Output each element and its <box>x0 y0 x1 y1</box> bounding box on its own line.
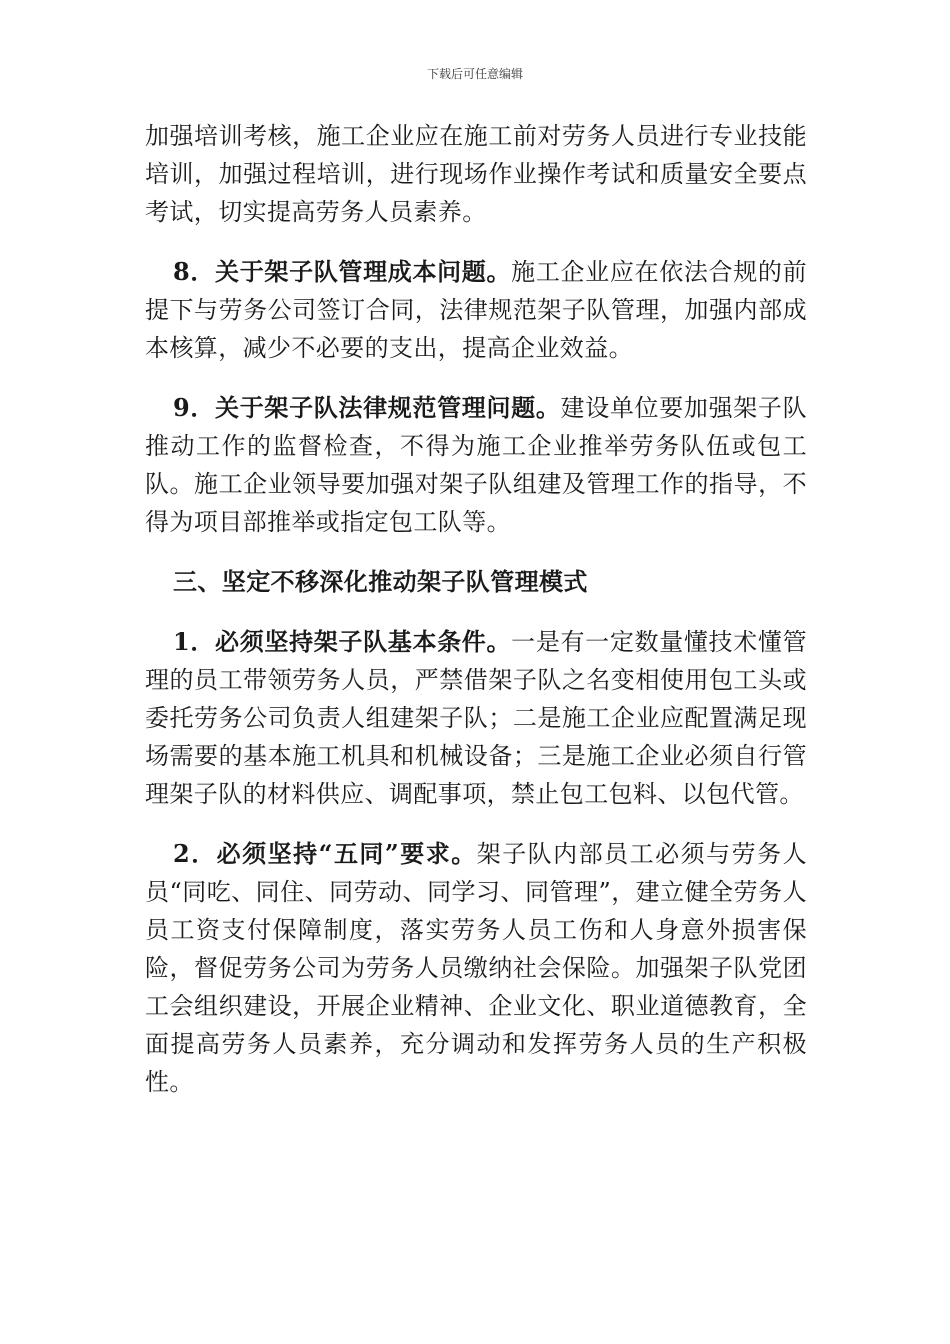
paragraph-item-9 <box>145 389 807 541</box>
paragraph-item-1 <box>145 623 807 813</box>
paragraph-lead: 2．必须坚持“五同”要求。 <box>173 839 477 868</box>
paragraph-item-8 <box>145 253 807 367</box>
paragraph-training <box>145 117 807 231</box>
section-heading: 三、坚定不移深化推动架子队管理模式 <box>173 567 588 596</box>
paragraph-lead: 9．关于架子队法律规范管理问题。 <box>173 393 561 422</box>
paragraph-item-2 <box>145 835 807 1101</box>
paragraph-text: 一是有一定数量懂技术懂管理的员工带领劳务人员，严禁借架子队之名变相使用包工头或委托劳务公司负责人组建架子队；二是施工企业应配置满足现场需要的基本施工机具和机械设备；三是施工企业必须自行管理架子队的材料供应、调配事项，禁止包工包料、以包代管。 <box>145 628 807 808</box>
document-body <box>145 117 807 1101</box>
paragraph-text: 架子队内部员工必须与劳务人员“同吃、同住、同劳动、同学习、同管理”，建立健全劳务人员工资支付保障制度，落实劳务人员工伤和人身意外损害保险，督促劳务公司为劳务人员缴纳社会保险。加强架子队党团工会组织建设，开展企业精神、企业文化、职业道德教育，全面提高劳务人员素养，充分调动和发挥劳务人员的生产积极性。 <box>145 840 807 1096</box>
paragraph-text: 建设单位要加强架子队推动工作的监督检查，不得为施工企业推举劳务队伍或包工队。施工企业领导要加强对架子队组建及管理工作的指导，不得为项目部推举或指定包工队等。 <box>145 394 807 536</box>
paragraph-text: 加强培训考核，施工企业应在施工前对劳务人员进行专业技能培训，加强过程培训，进行现场作业操作考试和质量安全要点考试，切实提高劳务人员素养。 <box>145 122 807 226</box>
page-header: 下载后可任意编辑 <box>426 67 523 81</box>
paragraph-lead: 1．必须坚持架子队基本条件。 <box>173 627 512 656</box>
paragraph-text: 施工企业应在依法合规的前提下与劳务公司签订合同，法律规范架子队管理，加强内部成本核算，减少不必要的支出，提高企业效益。 <box>145 258 807 362</box>
paragraph-lead: 8．关于架子队管理成本问题。 <box>173 257 512 286</box>
